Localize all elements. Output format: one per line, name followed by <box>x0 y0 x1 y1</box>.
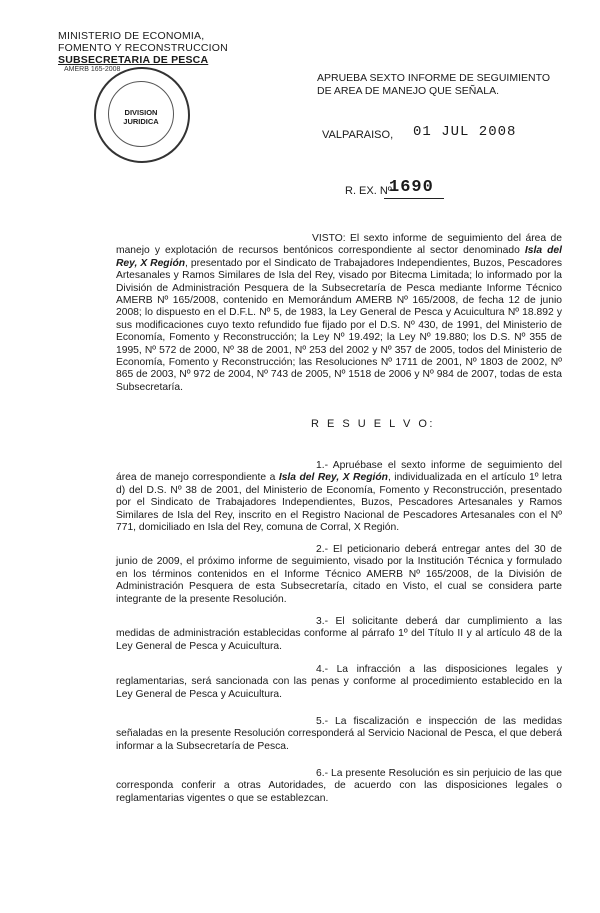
resolution-item-2 <box>116 544 562 606</box>
visto-text-1: El sexto informe de seguimiento del área de manejo y explotación de recursos bentónicos correspondiente al sector denominado <box>116 233 562 257</box>
resolution-item-6 <box>116 768 562 805</box>
resolution-item-4 <box>116 664 562 701</box>
ministry-line-1: MINISTERIO DE ECONOMIA, <box>58 30 205 42</box>
resolution-label: R. EX. Nº <box>345 185 392 197</box>
resolution-underline <box>384 198 444 199</box>
resolution-item-1 <box>116 460 562 534</box>
item-6-text: 6.- La presente Resolución es sin perjuicio de las que corresponda conferir a otras Autoridades, de acuerdo con las disposiciones legales o reglamentarias vigentes o que se establezcan. <box>116 768 562 804</box>
resuelvo-heading: R E S U E L V O: <box>311 418 435 430</box>
document-subject: APRUEBA SEXTO INFORME DE SEGUIMIENTO DE AREA DE MANEJO QUE SEÑALA. <box>317 72 550 97</box>
item-1-text-b: , individualizada en el artículo 1º letra d) del D.S. Nº 38 de 2001, del Ministerio de Economía, Fomento y Reconstrucción, presentado por el Sindicato de Trabajadores Independientes, Buzos, Pescadores Artesanales y Ramos Similares de Isla del Rey, inscrito en el Registro Nacional de Pescadores Artesanales con el Nº 771, domiciliado en Isla del Rey, comuna de Corral, X Región. <box>116 472 562 534</box>
item-5-text: 5.- La fiscalización e inspección de las medidas señaladas en la presente Resolución corresponderá al Servicio Nacional de Pesca, el que deberá informar a la Subsecretaría de Pesca. <box>116 716 562 752</box>
amerb-reference: AMERB 165-2008 <box>64 66 121 73</box>
item-3-text: 3.- El solicitante deberá dar cumplimiento a las medidas de administración establecidas conforme al párrafo 1º del Título II y al artículo 48 de la Ley General de Pesca y Acuicultura. <box>116 616 562 652</box>
item-2-text: 2.- El peticionario deberá entregar antes del 30 de junio de 2009, el próximo informe de seguimiento, visado por la Institución Técnica y formulado en los términos contenidos en el Informe Técnico AMERB Nº 165/2008, de la División de Administración Pesquera de esta Subsecretaría, citado en Visto, el cual se considera parte integrante de la presente Resolución. <box>116 544 562 605</box>
item-1-place-name: Isla del Rey, X Región <box>278 472 388 484</box>
subsecretaria-line: SUBSECRETARIA DE PESCA <box>58 54 209 66</box>
visto-place-name: Isla del Rey, X Región <box>116 245 562 269</box>
official-seal <box>94 67 190 163</box>
item-1-text-a: 1.- Apruébase el sexto informe de seguimiento del área de manejo correspondiente a <box>116 460 562 484</box>
visto-lead: VISTO: <box>312 233 346 244</box>
item-4-text: 4.- La infracción a las disposiciones legales y reglamentarias, será sancionada con las penas y conforme al procedimiento establecido en la Ley General de Pesca y Acuicultura. <box>116 664 562 700</box>
ministry-line-2: FOMENTO Y RECONSTRUCCION <box>58 42 228 54</box>
place-label: VALPARAISO, <box>322 129 394 141</box>
seal-text: DIVISION JURIDICA <box>123 108 159 126</box>
visto-paragraph <box>116 233 562 394</box>
resolution-item-3 <box>116 616 562 653</box>
resolution-item-5 <box>116 716 562 753</box>
seal-inner-ring <box>108 81 174 147</box>
visto-text-2: , presentado por el Sindicato de Trabajadores Independientes, Buzos, Pescadores Artesanales y Ramos Similares de Isla del Rey, visado por Bitecma Limitada; lo informado por la División de Administración Pesquera de la Subsecretaría de Pesca mediante Informe Técnico AMERB Nº 165/2008, contenido en Memorándum AMERB Nº 165/2008, de fecha 12 de junio 2008; lo dispuesto en el D.F.L. Nº 5, de 1983, la Ley General de Pesca y Acuicultura Nº 18.892 y sus modificaciones cuyo texto refundido fue fijado por el D.S. Nº 430, de 1991, del Ministerio de Economía, Fomento y Reconstrucción; la Ley Nº 19.492; la Ley Nº 19.880; los D.S. Nº 355 de 1995, Nº 572 de 2000, Nº 38 de 2001, Nº 253 del 2002 y Nº 357 de 2005, todos del Ministerio de Economía, Fomento y Reconstrucción; las Resoluciones Nº 1711 de 2001, Nº 1803 de 2002, Nº 865 de 2003, Nº 972 de 2004, Nº 743 de 2005, Nº 1518 de 2006 y Nº 984 de 2007, todas de esta Subsecretaría. <box>116 257 562 393</box>
document-date: 01 JUL 2008 <box>413 124 517 140</box>
resolution-number: 1690 <box>389 178 434 197</box>
